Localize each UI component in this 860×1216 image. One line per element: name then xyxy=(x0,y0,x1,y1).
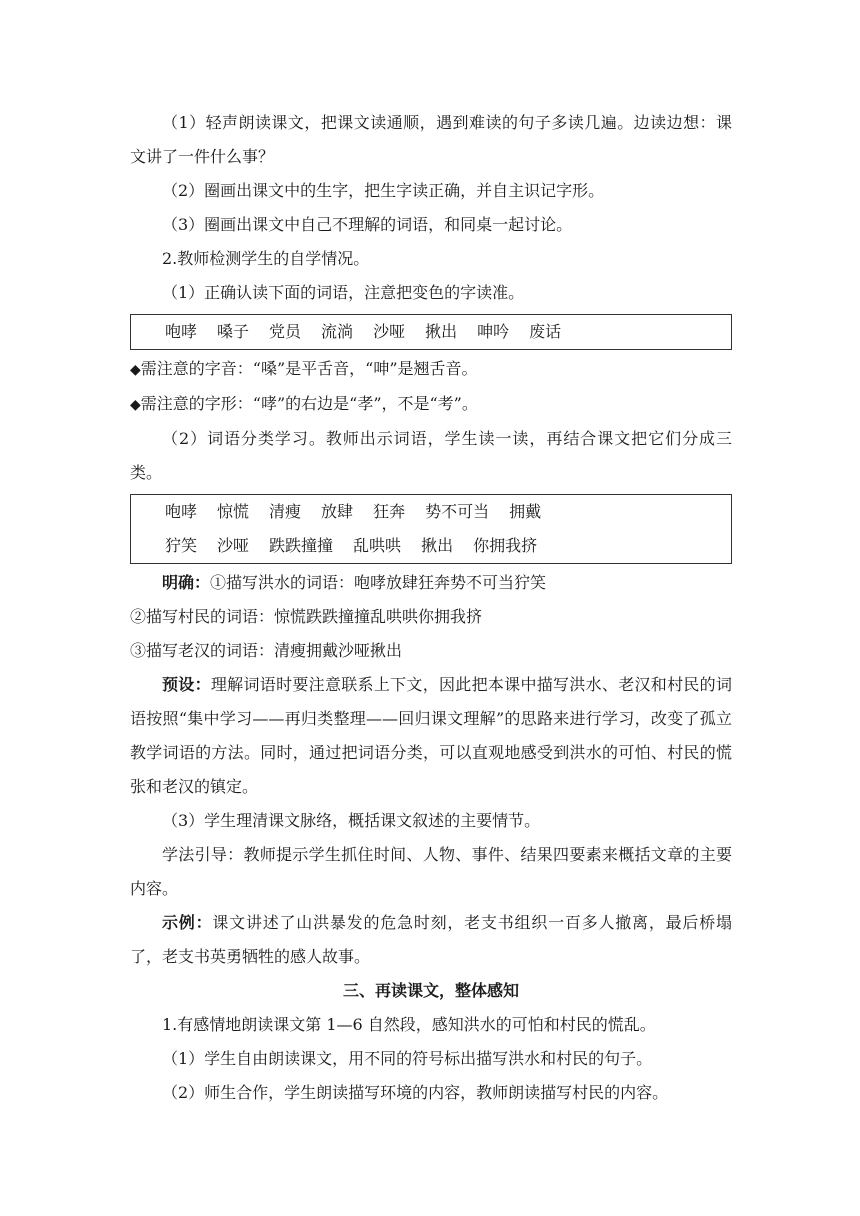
clarify-line-1 xyxy=(130,566,732,600)
paragraph-method-guide: 学法引导：教师提示学生抓住时间、人物、事件、结果四要素来概括文章的主要内容。 xyxy=(130,845,732,898)
word-row xyxy=(165,529,731,563)
clarify-line-2: ②描写村民的词语：惊慌跌跌撞撞乱哄哄你拥我挤 xyxy=(130,607,483,626)
note-text: 需注意的字形：“哮”的右边是“孝”，不是“考”。 xyxy=(140,394,478,413)
word-item: 嗓子 xyxy=(217,322,250,341)
clarify-text: ①描写洪水的词语：咆哮放肆狂奔势不可当狞笑 xyxy=(210,573,547,592)
paragraph-word-classification: （2）词语分类学习。教师出示词语，学生读一读，再结合课文把它们分成三类。 xyxy=(130,429,732,482)
diamond-bullet-icon: ◆ xyxy=(130,397,141,413)
word-row xyxy=(165,495,731,529)
example-paragraph xyxy=(130,906,732,974)
paragraph-plot-summary: （3）学生理清课文脉络，概括课文叙述的主要情节。 xyxy=(162,811,541,830)
note-pronunciation xyxy=(130,352,732,387)
word-item: 跌跌撞撞 xyxy=(269,536,334,555)
word-box-pronunciation xyxy=(130,314,732,350)
word-item: 党员 xyxy=(269,322,302,341)
document-body xyxy=(130,106,732,1110)
paragraph-check-heading: 2.教师检测学生的自学情况。 xyxy=(162,249,370,268)
word-item: 咆哮 xyxy=(165,502,198,521)
word-item: 你拥我挤 xyxy=(473,536,538,555)
word-item: 狞笑 xyxy=(165,536,198,555)
preset-paragraph xyxy=(130,668,732,804)
word-item: 咆哮 xyxy=(165,322,198,341)
word-box-classification xyxy=(130,494,732,564)
paragraph-emotional-reading: 1.有感情地朗读课文第 1—6 自然段，感知洪水的可怕和村民的慌乱。 xyxy=(162,1015,656,1034)
word-item: 沙哑 xyxy=(373,322,406,341)
word-item: 惊慌 xyxy=(217,502,250,521)
paragraph-cooperative-reading: （2）师生合作，学生朗读描写环境的内容，教师朗读描写村民的内容。 xyxy=(162,1083,669,1102)
paragraph-reading-task-2: （2）圈画出课文中的生字，把生字读正确，并自主识记字形。 xyxy=(162,181,605,200)
clarify-line-3: ③描写老汉的词语：清瘦拥戴沙哑揪出 xyxy=(130,641,403,660)
word-item: 揪出 xyxy=(425,322,458,341)
word-item: 拥戴 xyxy=(509,502,542,521)
note-shape xyxy=(130,387,732,422)
note-text: 需注意的字音：“嗓”是平舌音，“呻”是翘舌音。 xyxy=(140,359,478,378)
word-item: 流淌 xyxy=(321,322,354,341)
word-item: 沙哑 xyxy=(217,536,250,555)
word-item: 呻吟 xyxy=(477,322,510,341)
clarify-label: 明确： xyxy=(162,573,211,592)
example-label: 示例： xyxy=(162,913,213,932)
word-item: 废话 xyxy=(529,322,562,341)
word-item: 狂奔 xyxy=(373,502,406,521)
paragraph-reading-task-1: （1）轻声朗读课文，把课文读通顺，遇到难读的句子多读几遍。边读边想：课文讲了一件什么事？ xyxy=(130,113,732,166)
paragraph-free-reading: （1）学生自由朗读课文，用不同的符号标出描写洪水和村民的句子。 xyxy=(162,1049,653,1068)
diamond-bullet-icon: ◆ xyxy=(130,362,141,378)
word-row xyxy=(165,315,731,349)
section-heading: 三、再读课文，整体感知 xyxy=(342,981,519,1000)
example-text: 课文讲述了山洪暴发的危急时刻，老支书组织一百多人撤离，最后桥塌了，老支书英勇牺牲的感人故事。 xyxy=(130,913,732,966)
word-item: 势不可当 xyxy=(425,502,490,521)
preset-label: 预设： xyxy=(162,675,211,694)
word-item: 清瘦 xyxy=(269,502,302,521)
word-item: 放肆 xyxy=(321,502,354,521)
preset-text: 理解词语时要注意联系上下文，因此把本课中描写洪水、老汉和村民的词语按照“集中学习——再归类整理——回归课文理解”的思路来进行学习，改变了孤立教学词语的方法。同时，通过把词语分类，可以直观地感受到洪水的可怕、村民的慌张和老汉的镇定。 xyxy=(130,675,732,796)
paragraph-word-reading: （1）正确认读下面的词语，注意把变色的字读准。 xyxy=(162,283,525,302)
paragraph-reading-task-3: （3）圈画出课文中自己不理解的词语，和同桌一起讨论。 xyxy=(162,215,573,234)
word-item: 乱哄哄 xyxy=(353,536,402,555)
word-item: 揪出 xyxy=(421,536,454,555)
